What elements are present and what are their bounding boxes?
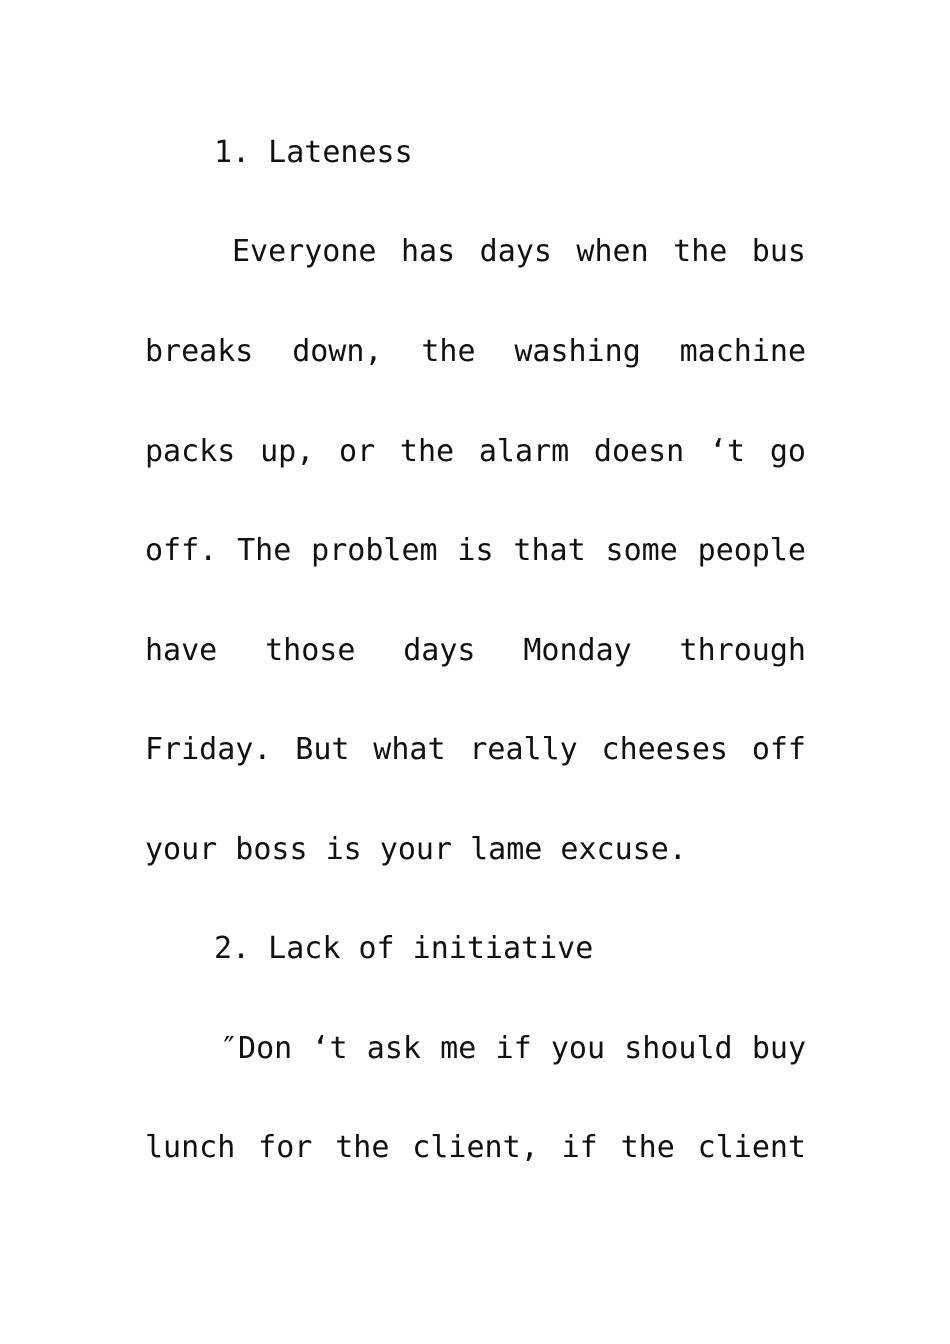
- paragraph-line: packs up, or the alarm doesn ‘t go: [145, 434, 806, 469]
- paragraph-line: Friday. But what really cheeses off: [145, 732, 806, 767]
- section-heading-lateness: 1. Lateness: [214, 135, 413, 170]
- paragraph-line: have those days Monday through: [145, 633, 806, 668]
- paragraph-line: Everyone has days when the bus: [232, 234, 806, 269]
- paragraph-line: breaks down, the washing machine: [145, 334, 806, 369]
- paragraph-line: your boss is your lame excuse.: [145, 832, 687, 867]
- section-heading-lack-of-initiative: 2. Lack of initiative: [214, 931, 594, 966]
- paragraph-line: off. The problem is that some people: [145, 533, 806, 568]
- paragraph-line: ″Don ‘t ask me if you should buy: [220, 1031, 806, 1066]
- paragraph-line: lunch for the client, if the client: [145, 1130, 806, 1165]
